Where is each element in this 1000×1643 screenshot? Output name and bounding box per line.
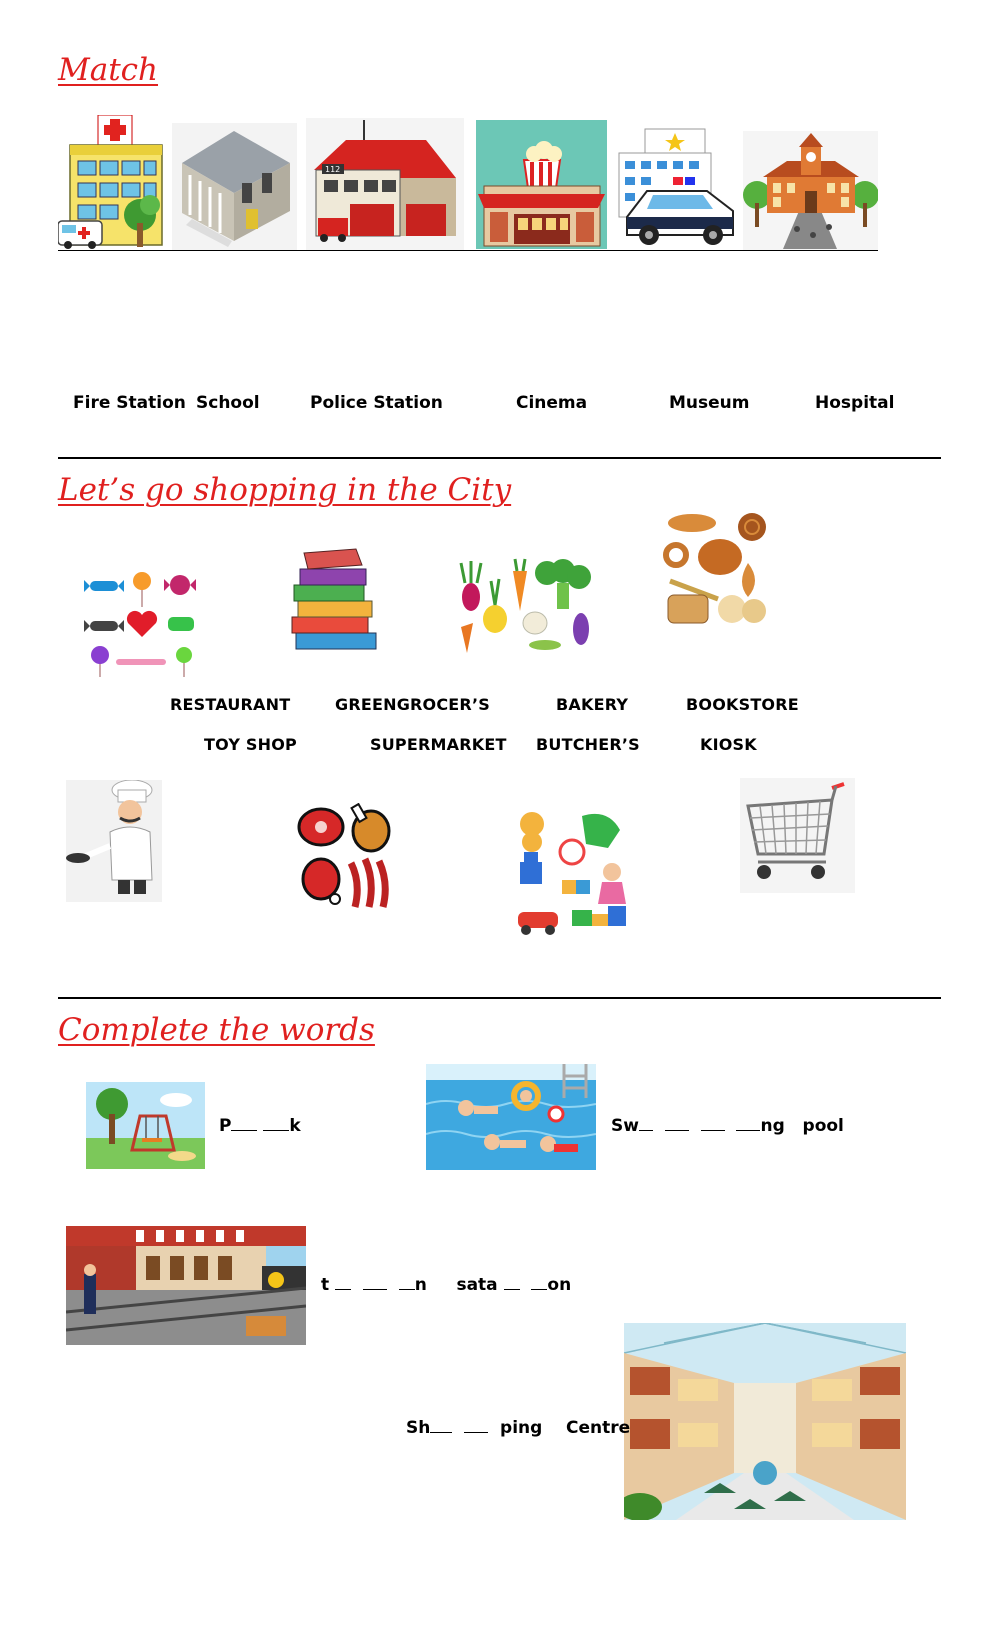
blank[interactable]: [639, 1116, 653, 1131]
word-swimming-end: ng: [760, 1116, 785, 1136]
match-title: Match: [58, 52, 159, 88]
cinema-image: [476, 120, 607, 249]
section-divider-1: [58, 457, 941, 459]
museum-image: [172, 123, 297, 250]
match-label-cinema: Cinema: [516, 393, 588, 413]
train-station-image: [66, 1226, 306, 1345]
shop-label-toy-shop: TOY SHOP: [204, 735, 297, 754]
bread-image: [662, 511, 772, 626]
match-label-hospital: Hospital: [815, 393, 895, 413]
fire-station-image: [306, 118, 464, 250]
blank[interactable]: [263, 1116, 289, 1131]
complete-title: Complete the words: [58, 1012, 375, 1048]
image-baseline: [58, 250, 878, 251]
blank[interactable]: [504, 1275, 520, 1290]
blank[interactable]: [430, 1418, 452, 1433]
meat-image: [297, 803, 401, 909]
hospital-image: [58, 115, 166, 250]
match-label-museum: Museum: [669, 393, 750, 413]
shop-label-butchers: BUTCHER’S: [536, 735, 640, 754]
match-label-school: School: [196, 393, 260, 413]
blank[interactable]: [335, 1275, 351, 1290]
toys-image: [512, 808, 632, 937]
word-station-start: sata: [456, 1275, 498, 1295]
word-park-end: k: [289, 1116, 301, 1136]
blank[interactable]: [665, 1116, 689, 1131]
word-shopping-word2: Centre: [566, 1418, 631, 1438]
word-swimming-word2: pool: [802, 1116, 844, 1136]
shopping-centre-image: [624, 1323, 906, 1520]
candy-image: [84, 567, 200, 680]
match-label-police-station: Police Station: [310, 393, 443, 413]
school-image: [743, 131, 878, 250]
word-shopping-centre: [406, 1418, 630, 1438]
match-label-fire-station: Fire Station: [73, 393, 186, 413]
word-train-station: [321, 1275, 571, 1295]
blank[interactable]: [399, 1275, 415, 1290]
blank[interactable]: [701, 1116, 725, 1131]
word-station-end: on: [547, 1275, 572, 1295]
word-park: [219, 1116, 301, 1136]
shop-label-restaurant: RESTAURANT: [170, 695, 291, 714]
word-park-start: P: [219, 1116, 232, 1136]
shop-label-bookstore: BOOKSTORE: [686, 695, 799, 714]
section-divider-2: [58, 997, 941, 999]
police-station-image: [617, 125, 735, 247]
swimming-pool-image: [426, 1064, 596, 1170]
blank[interactable]: [363, 1275, 387, 1290]
chef-image: [66, 780, 162, 902]
word-shopping-start: Sh: [406, 1418, 431, 1438]
svg-text:112: 112: [325, 165, 341, 174]
shopping-title: Let’s go shopping in the City: [58, 472, 512, 508]
word-swimming-pool: [611, 1116, 844, 1136]
books-image: [290, 547, 378, 654]
shop-label-bakery: BAKERY: [556, 695, 629, 714]
shop-label-kiosk: KIOSK: [700, 735, 757, 754]
blank[interactable]: [464, 1418, 488, 1433]
word-train-start: t: [321, 1275, 330, 1295]
word-shopping-end: ping: [500, 1418, 543, 1438]
shopping-cart-image: [740, 778, 855, 893]
shop-label-supermarket: SUPERMARKET: [370, 735, 507, 754]
park-image: [86, 1082, 205, 1169]
blank[interactable]: [531, 1275, 547, 1290]
word-train-mid: n: [414, 1275, 427, 1295]
blank[interactable]: [231, 1116, 257, 1131]
word-swimming-start: Sw: [611, 1116, 639, 1136]
shop-label-greengrocers: GREENGROCER’S: [335, 695, 490, 714]
vegetables-image: [455, 557, 595, 654]
blank[interactable]: [736, 1116, 760, 1131]
